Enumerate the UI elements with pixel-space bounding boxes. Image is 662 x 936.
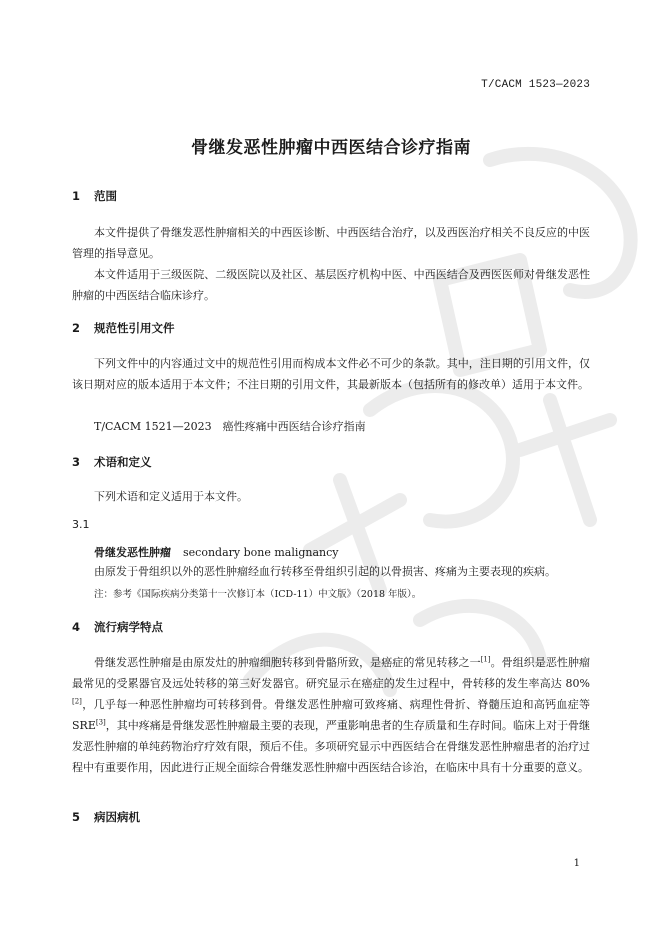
- section-2-title: 规范性引用文件: [94, 321, 175, 335]
- epidemiology-text-4: ，其中疼痛是骨继发恶性肿瘤最主要的表现，严重影响患者的生存质量和生存时间。临床上对于骨继发恶性肿瘤的单纯药物治疗疗效有限，预后不佳。多项研究显示中西医结合在骨继发恶性肿瘤患者的治疗过程中有重要作用，因此进行正规全面综合骨继发恶性肿瘤中西医结合诊治，在临床中具有十分重要的意义。: [72, 719, 590, 774]
- section-3-heading: [72, 454, 152, 470]
- subsection-3-1-number: 3.1: [72, 518, 90, 531]
- section-1-number: 1: [72, 189, 81, 203]
- section-2-number: 2: [72, 321, 81, 335]
- document-title: 骨继发恶性肿瘤中西医结合诊疗指南: [191, 138, 471, 158]
- epidemiology-text-2: 。骨组织是恶性肿瘤最常见的受累器官及远处转移的第三好发器官。研究显示在癌症的发生过程中，骨转移的发生率高达 80%: [72, 656, 591, 690]
- section-1-heading: [72, 188, 117, 204]
- section-1-paragraph-1: 本文件提供了骨继发恶性肿瘤相关的中西医诊断、中西医结合治疗，以及西医治疗相关不良反应的中医管理的指导意见。: [72, 226, 590, 260]
- citation-1: [1]: [480, 655, 491, 664]
- term-note: 注：参考《国际疾病分类第十一次修订本（ICD-11）中文版》（2018 年版）。: [94, 589, 422, 600]
- page-number: 1: [573, 858, 580, 869]
- citation-3: [3]: [95, 718, 106, 727]
- section-5-number: 5: [72, 810, 81, 824]
- section-2-paragraph-1: 下列文件中的内容通过文中的规范性引用而构成本文件必不可少的条款。其中，注日期的引用文件，仅该日期对应的版本适用于本文件；不注日期的引用文件，其最新版本（包括所有的修改单）适用于本文件。: [72, 357, 590, 391]
- section-3-number: 3: [72, 455, 81, 469]
- standard-code: T/CACM 1523—2023: [481, 79, 590, 91]
- section-5-title: 病因病机: [94, 810, 141, 824]
- section-4-title: 流行病学特点: [94, 620, 164, 634]
- term-chinese: 骨继发恶性肿瘤: [94, 546, 171, 559]
- section-2-heading: [72, 320, 175, 336]
- section-4-heading: [72, 619, 163, 635]
- section-1-paragraph-2: 本文件适用于三级医院、二级医院以及社区、基层医疗机构中医、中西医结合及西医医师对骨继发恶性肿瘤的中西医结合临床诊疗。: [72, 268, 590, 302]
- section-3-paragraph-1: 下列术语和定义适用于本文件。: [94, 490, 248, 503]
- term-english: secondary bone malignancy: [183, 546, 339, 559]
- normative-reference: T/CACM 1521—2023 癌性疼痛中西医结合诊疗指南: [94, 420, 366, 433]
- term-definition: 由原发于骨组织以外的恶性肿瘤经血行转移至骨组织引起的以骨损害、疼痛为主要表现的疾病。: [94, 565, 556, 578]
- section-5-heading: [72, 809, 140, 825]
- epidemiology-text-3: ，几乎每一种恶性肿瘤均可转移到骨。骨继发恶性肿瘤可致疼痛、病理性骨折、脊髓压迫和高钙血症等 SRE: [72, 698, 590, 732]
- term-entry: [94, 544, 339, 560]
- citation-2: [2]: [72, 697, 82, 706]
- epidemiology-text-1: 骨继发恶性肿瘤是由原发灶的肿瘤细胞转移到骨骼所致，是癌症的常见转移之一: [94, 656, 481, 669]
- section-4-number: 4: [72, 620, 81, 634]
- section-3-title: 术语和定义: [94, 455, 152, 469]
- section-4-paragraph: [72, 652, 590, 778]
- section-1-title: 范围: [94, 189, 118, 203]
